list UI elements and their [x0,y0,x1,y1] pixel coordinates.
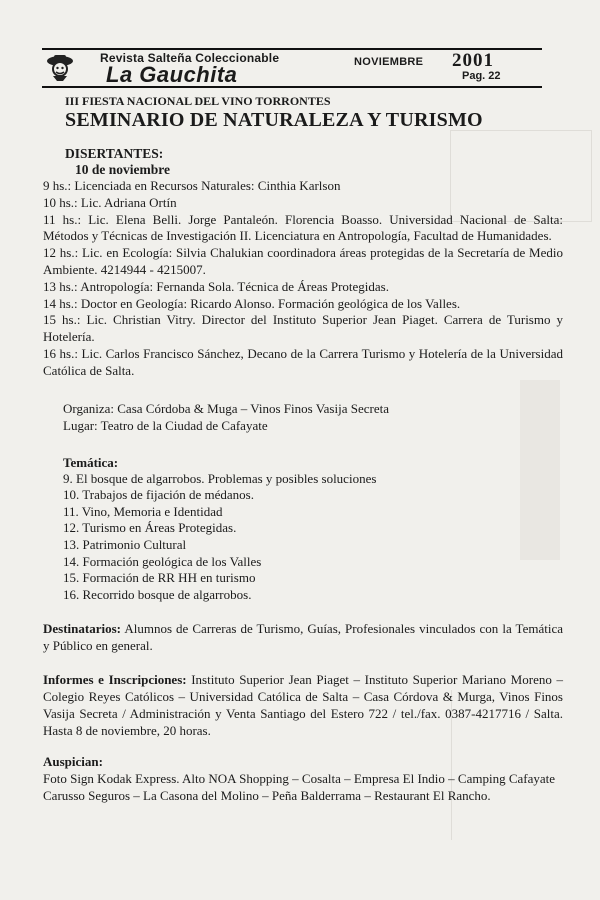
magazine-title: La Gauchita [106,62,238,87]
audience-paragraph [43,620,563,654]
gaucho-logo-icon [46,52,74,82]
speaker-item: 9 hs.: Licenciada en Recursos Naturales: Cinthia Karlson [43,178,341,193]
speakers-date: 10 de noviembre [75,162,170,177]
registration-label: Informes e Inscripciones: [43,672,187,688]
speaker-item: 13 hs.: Antropología: Fernanda Sola. Técnica de Áreas Protegidas. [43,278,389,294]
speaker-item: 15 hs.: Lic. Christian Vitry. Director del Instituto Superior Jean Piaget. Carrera de Turismo y Hotelería. [43,312,563,345]
speakers-list [43,178,563,380]
issue-month: NOVIEMBRE [354,56,424,68]
speaker-item: 11 hs.: Lic. Elena Belli. Jorge Pantaleón. Florencia Boasso. Universidad Nacional de Salta: Métodos y Técnicas de Investigación II. Licenciatura en Antropología, Facultad de Humanidades. [43,211,563,244]
article-body [43,94,563,804]
venue-line: Lugar: Teatro de la Ciudad de Cafayate [63,417,268,433]
topic-item: 14. Formación geológica de los Valles [63,553,262,569]
topics-list [63,471,563,604]
registration-paragraph [43,671,563,739]
topic-item: 13. Patrimonio Cultural [63,536,187,552]
topic-item: 11. Vino, Memoria e Identidad [63,503,223,519]
speaker-item: 14 hs.: Doctor en Geología: Ricardo Alonso. Formación geológica de los Valles. [43,295,461,311]
audience-text: Alumnos de Carreras de Turismo, Guías, Profesionales vinculados con la Temática y Público en general. [43,621,563,654]
sponsors-heading: Auspician: [43,754,103,770]
topic-item: 10. Trabajos de fijación de médanos. [63,487,254,503]
magazine-subtitle: Revista Salteña Coleccionable [100,51,280,65]
speakers-heading: DISERTANTES: [65,146,164,161]
topic-item: 12. Turismo en Áreas Protegidas. [63,520,237,536]
magazine-header [42,48,542,88]
speaker-item: 16 hs.: Lic. Carlos Francisco Sánchez, Decano de la Carrera Turismo y Hotelería de la Universidad Católica de Salta. [43,345,563,378]
article-kicker: III FIESTA NACIONAL DEL VINO TORRONTES [65,94,331,108]
page-number: Pag. 22 [462,70,501,82]
sponsors-line: Foto Sign Kodak Express. Alto NOA Shopping – Cosalta – Empresa El Indio – Camping Cafayate [43,771,556,787]
audience-label: Destinatarios: [43,621,121,637]
topic-item: 9. El bosque de algarrobos. Problemas y posibles soluciones [63,470,377,486]
organization-block [63,400,563,434]
organizer-line: Organiza: Casa Córdoba & Muga – Vinos Finos Vasija Secreta [63,400,389,416]
registration-text: Instituto Superior Jean Piaget – Instituto Superior Mariano Moreno – Colegio Reyes Católicos – Universidad Católica de Salta – Casa Córdova & Murga, Vinos Finos Vasija Secreta / Administración y Venta Santiago del Estero 722 / tel./fax. 0387-4217716 / Salta. Hasta 8 de noviembre, 20 horas. [43,672,563,739]
topic-item: 15. Formación de RR HH en turismo [63,570,256,586]
topics-heading: Temática: [63,454,119,470]
sponsors-line: Carusso Seguros – La Casona del Molino – Peña Balderrama – Restaurant El Rancho. [43,788,491,804]
topic-item: 16. Recorrido bosque de algarrobos. [63,586,252,602]
issue-year: 2001 [452,50,494,71]
speaker-item: 10 hs.: Lic. Adriana Ortín [43,194,177,210]
article-title: SEMINARIO DE NATURALEZA Y TURISMO [65,109,483,131]
speaker-item: 12 hs.: Lic. en Ecología: Silvia Chalukian coordinadora áreas protegidas de la Secretaría de Medio Ambiente. 4214944 - 4215007. [43,245,563,277]
